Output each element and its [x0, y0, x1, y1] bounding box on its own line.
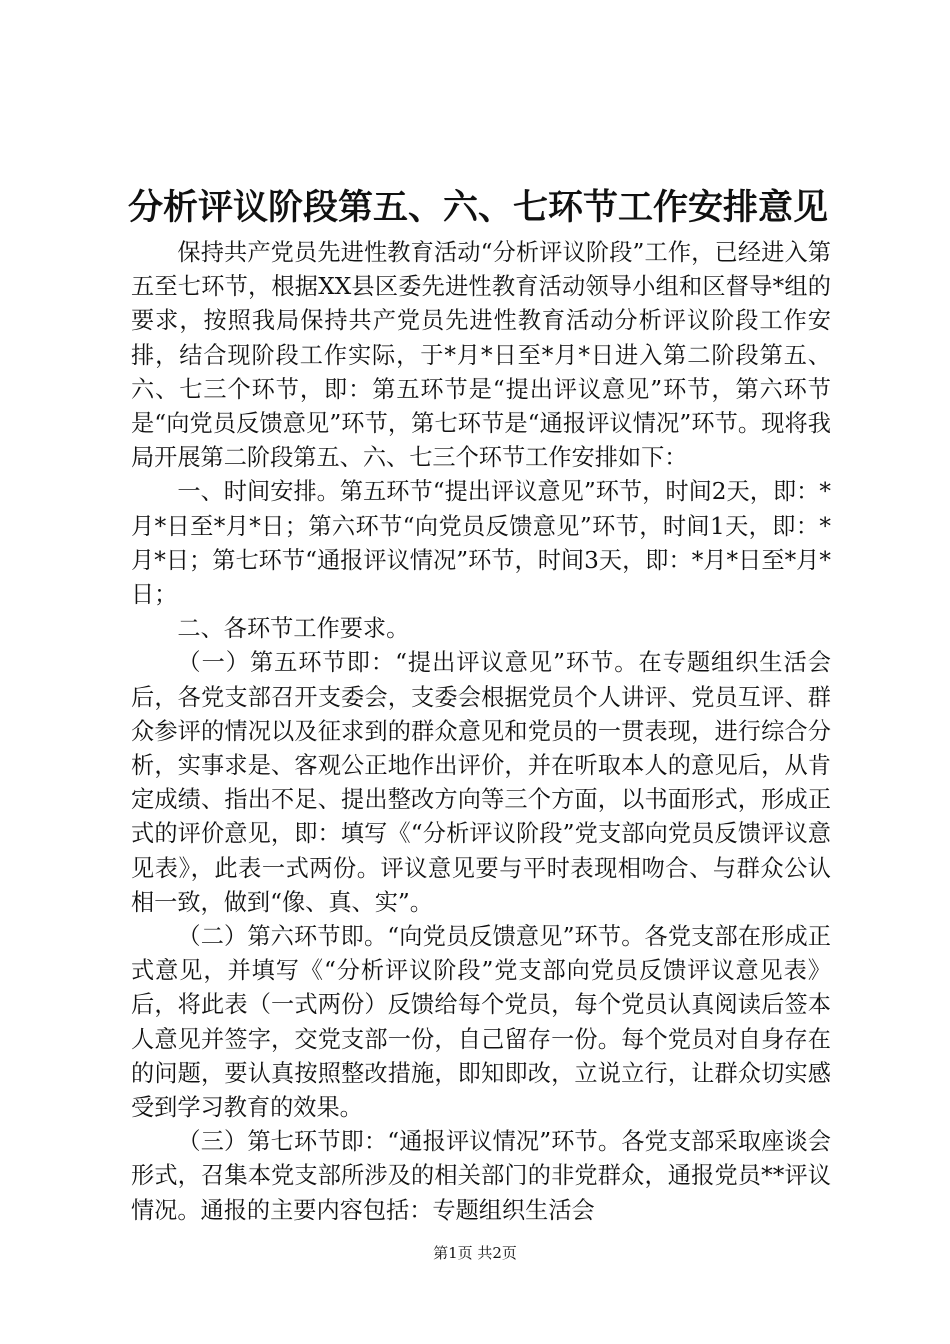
document-body: [131, 236, 831, 1228]
paragraph-step-six: （二）第六环节即。“向党员反馈意见”环节。各党支部在形成正式意见，并填写《“分析评议阶段”党支部向党员反馈评议意见表》后，将此表（一式两份）反馈给每个党员，每个党员认真阅读后签本人意见并签字，交党支部一份，自己留存一份。每个党员对自身存在的问题，要认真按照整改措施，即知即改，立说立行，让群众切实感受到学习教育的效果。: [131, 923, 831, 1122]
page-footer: 第1页 共2页: [433, 1244, 517, 1262]
paragraph-step-five: （一）第五环节即：“提出评议意见”环节。在专题组织生活会后，各党支部召开支委会，支委会根据党员个人讲评、党员互评、群众参评的情况以及征求到的群众意见和党员的一贯表现，进行综合分析，实事求是、客观公正地作出评价，并在听取本人的意见后，从肯定成绩、指出不足、提出整改方向等三个方面，以书面形式，形成正式的评价意见，即：填写《“分析评议阶段”党支部向党员反馈评议意见表》，此表一式两份。评议意见要与平时表现相吻合、与群众公认相一致，做到“像、真、实”。: [131, 649, 831, 916]
document-title: 分析评议阶段第五、六、七环节工作安排意见: [128, 187, 829, 228]
paragraph-step-seven: （三）第七环节即：“通报评议情况”环节。各党支部采取座谈会形式，召集本党支部所涉及的相关部门的非党群众，通报党员**评议情况。通报的主要内容包括：专题组织生活会: [131, 1128, 831, 1224]
paragraph-time-schedule: 一、时间安排。第五环节“提出评议意见”环节，时间2天，即：*月*日至*月*日；第六环节“向党员反馈意见”环节，时间1天，即：*月*日；第七环节“通报评议情况”环节，时间3天，即：*月*日至*月*日；: [131, 478, 831, 609]
paragraph-requirements-heading: 二、各环节工作要求。: [177, 615, 410, 643]
paragraph-intro: 保持共产党员先进性教育活动“分析评议阶段”工作，已经进入第五至七环节，根据XX县区委先进性教育活动领导小组和区督导*组的要求，按照我局保持共产党员先进性教育活动分析评议阶段工作安排，结合现阶段工作实际，于*月*日至*月*日进入第二阶段第五、六、七三个环节，即：第五环节是“提出评议意见”环节，第六环节是“向党员反馈意见”环节，第七环节是“通报评议情况”环节。现将我局开展第二阶段第五、六、七三个环节工作安排如下：: [131, 239, 831, 472]
